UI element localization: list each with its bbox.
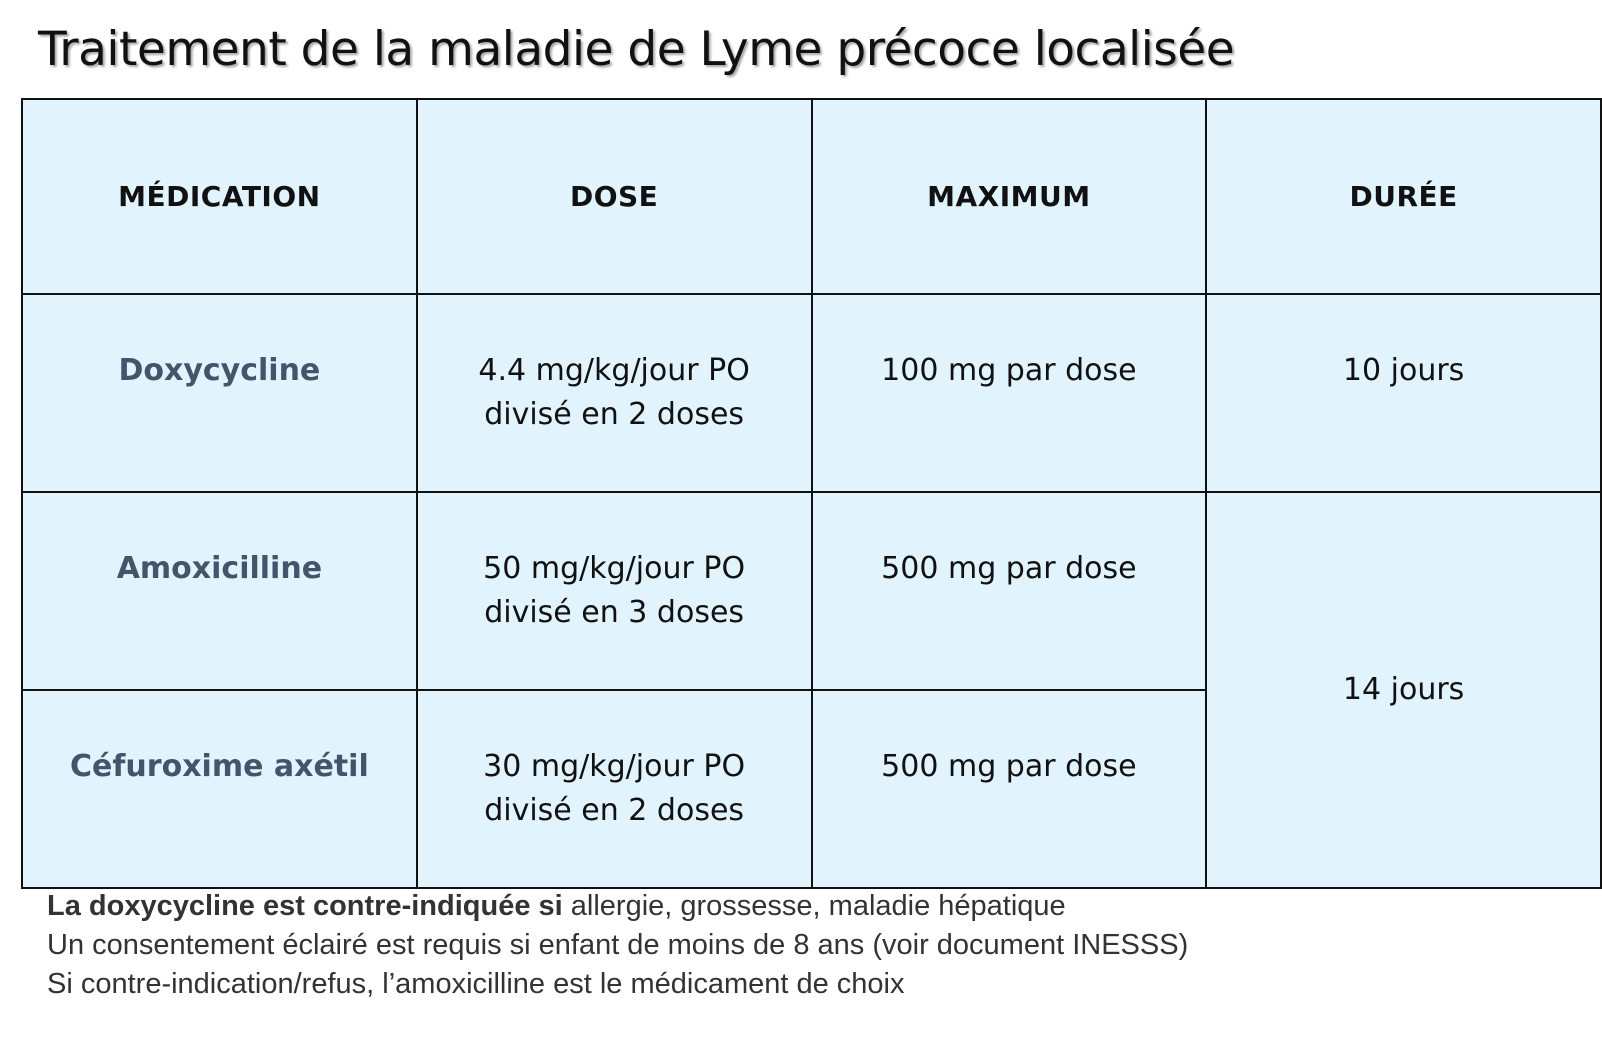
table-row [22, 492, 1601, 690]
maximum-cell [812, 294, 1207, 492]
maximum-value: 100 mg par dose [881, 353, 1137, 388]
table-header-row [22, 99, 1601, 294]
medication-cell [22, 294, 417, 492]
dose-cell [417, 294, 812, 492]
table-row [22, 294, 1601, 492]
medication-name: Céfuroxime axétil [70, 749, 369, 784]
note-alternative: Si contre-indication/refus, l’amoxicilline est le médicament de choix [47, 968, 905, 1000]
column-header-duration: DURÉE [1206, 99, 1601, 294]
medication-name: Amoxicilline [116, 551, 323, 586]
column-header-maximum: MAXIMUM [812, 99, 1207, 294]
footnotes [47, 887, 1188, 1004]
duration-cell [1206, 294, 1601, 492]
duration-value: 10 jours [1342, 353, 1465, 388]
duration-cell-merged [1206, 492, 1601, 888]
medication-cell [22, 690, 417, 888]
dose-line-1: 30 mg/kg/jour PO [483, 749, 746, 784]
slide-title: Traitement de la maladie de Lyme précoce localisée [38, 22, 1235, 77]
dose-cell [417, 690, 812, 888]
treatment-table [21, 98, 1602, 889]
dose-line-2: divisé en 3 doses [484, 595, 745, 630]
column-header-medication: MÉDICATION [22, 99, 417, 294]
note-consent: Un consentement éclairé est requis si enfant de moins de 8 ans (voir document INESSS) [47, 929, 1189, 961]
maximum-cell [812, 690, 1207, 888]
medication-name: Doxycycline [118, 353, 321, 388]
note-contraindication-rest: allergie, grossesse, maladie hépatique [562, 890, 1066, 922]
column-header-dose: DOSE [417, 99, 812, 294]
medication-cell [22, 492, 417, 690]
dose-line-1: 4.4 mg/kg/jour PO [478, 353, 750, 388]
duration-value: 14 jours [1342, 672, 1465, 707]
note-contraindication [47, 887, 1188, 926]
maximum-cell [812, 492, 1207, 690]
maximum-value: 500 mg par dose [881, 749, 1137, 784]
dose-line-2: divisé en 2 doses [484, 397, 745, 432]
note-contraindication-bold: La doxycycline est contre-indiquée si [47, 890, 563, 922]
dose-cell [417, 492, 812, 690]
treatment-table-container [21, 98, 1602, 889]
dose-line-1: 50 mg/kg/jour PO [483, 551, 746, 586]
maximum-value: 500 mg par dose [881, 551, 1137, 586]
dose-line-2: divisé en 2 doses [484, 793, 745, 828]
